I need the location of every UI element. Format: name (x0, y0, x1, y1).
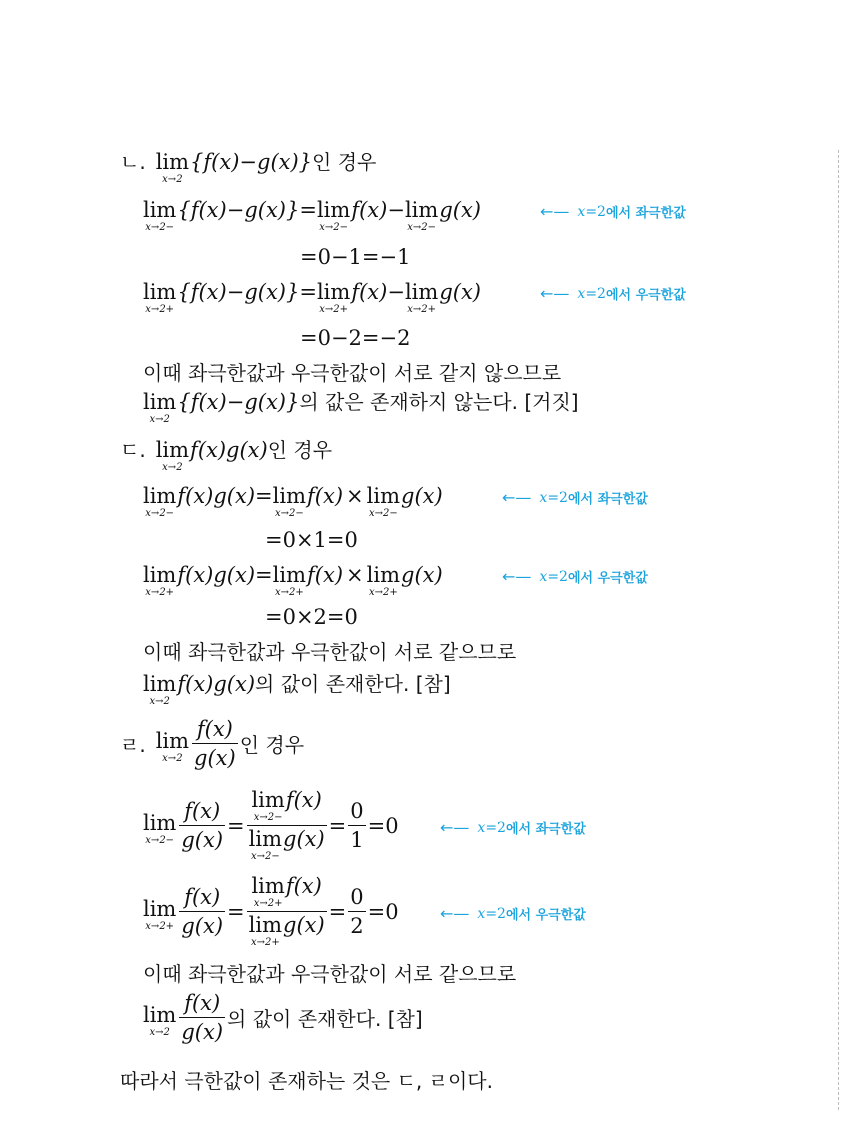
case-n-left-value: =0−1=−1 (300, 245, 411, 269)
annotation-left: ←— x =2 에서 좌극한값 (540, 202, 686, 221)
annotation-right: ←— x =2 에서 우극한값 (440, 904, 586, 923)
case-d-right-limit: lim x→2+ f(x)g(x) = lim x→2+ f(x) × lim x→2+ g(x) (143, 563, 443, 598)
label-n: ㄴ. (120, 150, 146, 174)
case-d-left-value: =0×1=0 (265, 528, 358, 552)
case-r-result: lim x→2 $\frac{f(x)}{g(x)}$ 의 값이 존재한다. [참] (143, 991, 423, 1044)
expression: {f(x)−g(x)} (190, 150, 313, 174)
case-d-right-value: =0×2=0 (265, 605, 358, 629)
case-d-header: ㄷ. lim x→2 f(x)g(x) 인 경우 (120, 438, 333, 473)
case-suffix: 인 경우 (312, 150, 377, 174)
annotation-right: ←— x =2 에서 우극한값 (502, 567, 648, 586)
case-n-left-limit: lim x→2− {f(x)−g(x)} = lim x→2− f(x) − lim x→2− g(x) (143, 198, 481, 233)
case-d-conclusion: 이때 좌극한값과 우극한값이 서로 같으므로 (143, 640, 517, 664)
final-conclusion: 따라서 극한값이 존재하는 것은 ㄷ, ㄹ이다. (120, 1069, 493, 1093)
case-n-result: lim x→2 {f(x)−g(x)} 의 값은 존재하지 않는다. [거짓] (143, 390, 579, 425)
case-n-conclusion: 이때 좌극한값과 우극한값이 서로 같지 않으므로 (143, 361, 562, 385)
case-d-left-limit: lim x→2− f(x)g(x) = lim x→2− f(x) × lim x→2− g(x) (143, 484, 443, 519)
annotation-left: ←— x =2 에서 좌극한값 (502, 488, 648, 507)
annotation-right: ←— x =2 에서 우극한값 (540, 284, 686, 303)
case-r-header: ㄹ. lim x→2 $\frac{f(x)}{g(x)}$ 인 경우 (120, 717, 305, 770)
case-d-result: lim x→2 f(x)g(x) 의 값이 존재한다. [참] (143, 672, 451, 707)
case-r-right-limit: lim x→2+ $\frac{f(x)}{g(x)}$ = lim x→2+ f(x) lim x→2+ g(x) = $\frac{0}{2}$ =0 (143, 874, 399, 948)
case-r-conclusion: 이때 좌극한값과 우극한값이 서로 같으므로 (143, 962, 517, 986)
case-r-left-limit: lim x→2− $\frac{f(x)}{g(x)}$ = lim x→2− f(x) lim x→2− g(x) = $\frac{0}{1}$ =0 (143, 788, 399, 862)
case-n-right-limit: lim x→2+ {f(x)−g(x)} = lim x→2+ f(x) − lim x→2+ g(x) (143, 280, 481, 315)
case-n-header (120, 150, 376, 186)
margin-rule (838, 150, 839, 1110)
annotation-left: ←— x =2 에서 좌극한값 (440, 818, 586, 837)
case-n-right-value: =0−2=−2 (300, 326, 411, 350)
lim-operator: lim x→2 (155, 150, 190, 185)
